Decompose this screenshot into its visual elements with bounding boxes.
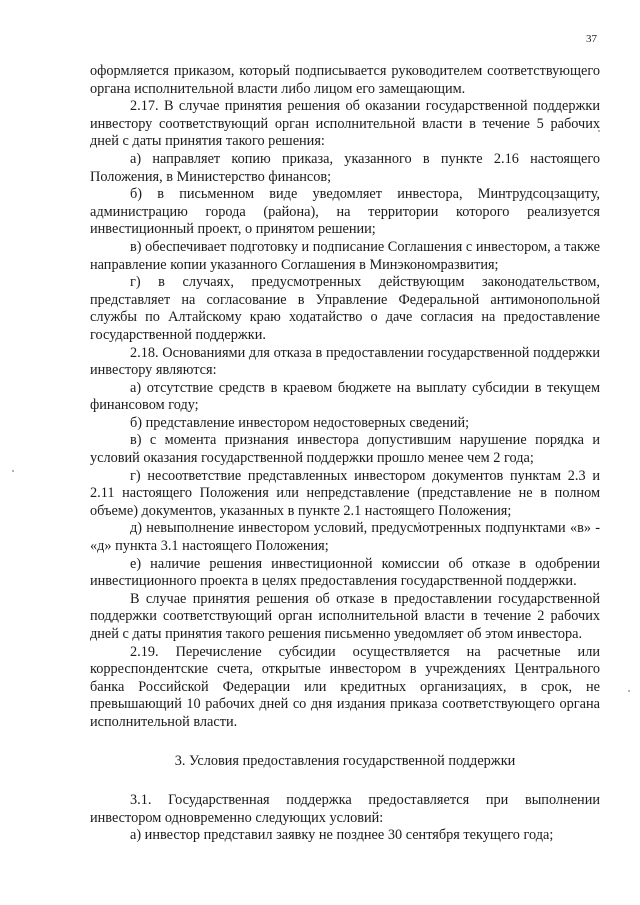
- scan-speck: [628, 690, 630, 692]
- section-heading: 3. Условия предоставления государственной поддержки: [174, 752, 516, 769]
- paragraph: оформляется приказом, который подписывается руководителем соответствующего органа исполнительной власти либо лицом его замещающим.: [90, 63, 600, 97]
- paragraph: б) представление инвестором недостоверных сведений;: [130, 414, 470, 431]
- paragraph: а) отсутствие средств в краевом бюджете на выплату субсидии в текущем финансовом году;: [90, 379, 600, 414]
- paragraph: а) направляет копию приказа, указанного в пункте 2.16 настоящего Положения, в Министерство финансов;: [90, 150, 600, 185]
- document-body: [90, 63, 600, 845]
- paragraph: в) с момента признания инвестора допустившим нарушение порядка и условий оказания государственной поддержки прошло менее чем 2 года;: [90, 432, 600, 467]
- paragraph: 2.17. В случае принятия решения об оказании государственной поддержки инвестору соответствующий орган исполнительной власти в течение 5 рабочих дней с даты принятия такого решения:: [90, 98, 600, 150]
- paragraph: е) наличие решения инвестиционной комиссии об отказе в одобрении инвестиционного проекта в целях предоставления государственной поддержки.: [90, 555, 600, 590]
- paragraph: г) в случаях, предусмотренных действующим законодательством, представляет на согласование в Управление Федеральной антимонопольной службы по Алтайскому краю ходатайство о даче согласия на предоставление государственной поддержки.: [90, 274, 600, 343]
- scan-speck: [12, 470, 14, 472]
- paragraph: 3.1. Государственная поддержка предоставляется при выполнении инвестором одновременно следующих условий:: [90, 792, 600, 826]
- paragraph: 2.19. Перечисление субсидии осуществляется на расчетные или корреспондентские счета, открытые инвестором в учреждениях Центрального банка Российской Федерации или кредитных организациях, в срок, не превышающий 10 рабочих дней со дня издания приказа соответствующего органа исполнительной власти.: [90, 643, 600, 730]
- paragraph: б) в письменном виде уведомляет инвестора, Минтрудсоцзащиту, администрацию города (района), на территории которого реализуется инвестиционный проект, о принятом решении;: [90, 186, 600, 238]
- page-number: 37: [586, 33, 597, 45]
- paragraph: в) обеспечивает подготовку и подписание Соглашения с инвестором, а также направление копии указанного Соглашения в Минэкономразвития;: [90, 238, 600, 273]
- paragraph: г) несоответствие представленных инвестором документов пунктам 2.3 и 2.11 настоящего Положения или непредставление (представление не в полном объеме) документов, указанных в пункте 2.1 настоящего Положения;: [90, 467, 600, 519]
- paragraph: 2.18. Основаниями для отказа в предоставлении государственной поддержки инвестору являются:: [90, 344, 600, 379]
- paragraph: В случае принятия решения об отказе в предоставлении государственной поддержки соответствующий орган исполнительной власти в течение 2 рабочих дней с даты принятия такого решения письменно уведомляет об этом инвестора.: [90, 590, 600, 642]
- paragraph: а) инвестор представил заявку не позднее 30 сентября текущего года;: [130, 827, 554, 844]
- paragraph: д) невыполнение инвестором условий, предусмотренных подпунктами «в» - «д» пункта 3.1 настоящего Положения;: [90, 520, 600, 555]
